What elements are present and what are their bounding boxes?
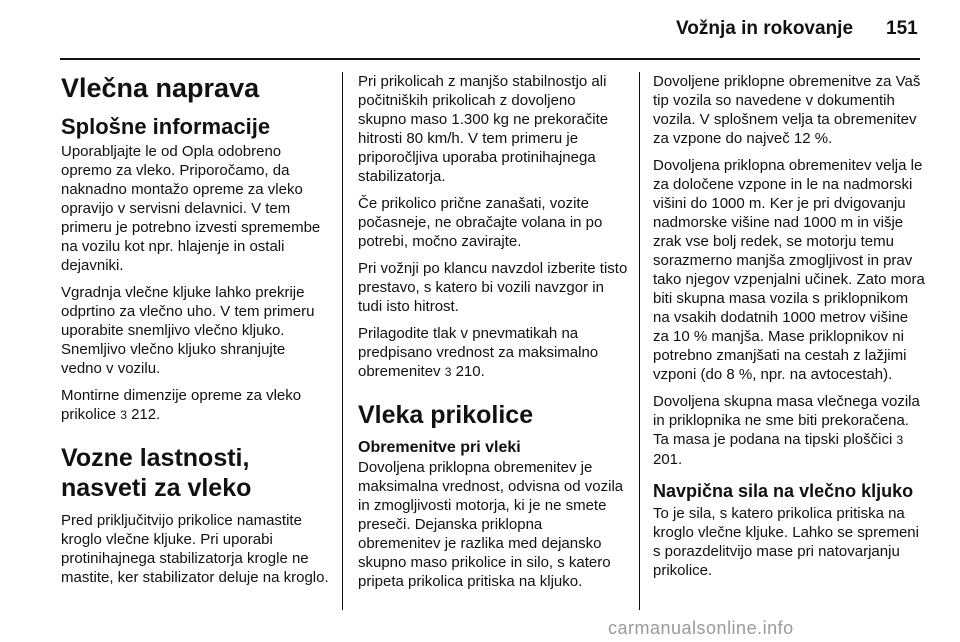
column-1 (61, 72, 329, 595)
header-rule (60, 58, 920, 60)
paragraph: Pri prikolicah z manjšo stabilnostjo ali počitniških prikolicah z dovoljeno skupno maso 1.300 kg ne prekoračite hitrosti 80 km/h. V tem primeru je priporočljiva uporaba protinihajnega stabilizatorja. (358, 73, 609, 185)
page-header (0, 0, 960, 58)
paragraph-text: Montirne dimenzije opreme za vleko prikolice (61, 387, 302, 423)
paragraph (61, 386, 329, 425)
paragraph-text: Prilagodite tlak v pnevmatikah na predpisano vrednost za maksimalno obremenitev (358, 325, 599, 380)
page-reference-icon: 3 (120, 408, 127, 422)
paragraph (358, 324, 628, 382)
paragraph: Dovoljena priklopna obremenitev velja le za določene vzpone in le na nadmorski višini do 1000 m. Ker je pri dvigovanju nadmorske višine nad 1000 m in višje zrak vse bolj redek, se motorju temu sorazmerno manjša zmogljivost in prav tako njegov vzpenjalni učinek. Zato mora biti skupna masa vozila s priklopnikom na vsakih dodatnih 1000 metrov višine za 10 % manjša. Mase priklopnikov ni potrebno zmanjšati na cestah z lažjimi vzponi (do 8 %, npr. na avtocestah). (653, 157, 925, 383)
column-divider (342, 72, 343, 610)
column-2 (358, 72, 628, 599)
running-title: Vožnja in rokovanje (676, 18, 854, 39)
page-reference-link[interactable]: 212. (131, 406, 161, 423)
subsection-title: Obremenitve pri vleki (358, 439, 521, 456)
section-title: Vleka prikolice (358, 401, 534, 429)
paragraph: Vgradnja vlečne kljuke lahko prekrije odprtino za vlečno uho. V tem primeru uporabite snemljivo vlečno kljuko. Snemljivo vlečno kljuko shranjujte vedno v vozilu. (61, 284, 315, 377)
paragraph: Dovoljena priklopna obremenitev je maksimalna vrednost, odvisna od vozila in zmogljivosti motorja, ki je ne smete preseči. Dejanska priklopna obremenitev je razlika med dejansko skupno maso prikolice in silo, s katero pripeta prikolica pritiska na kljuko. (358, 459, 624, 590)
paragraph-text: Dovoljena skupna masa vlečnega vozila in priklopnika ne sme biti prekoračena. Ta masa je podana na tipski ploščici (653, 393, 920, 448)
subsection-title: Navpična sila na vlečno kljuko (653, 481, 914, 501)
page-reference-link[interactable]: 210. (455, 363, 485, 380)
column-divider (639, 72, 640, 610)
paragraph: Uporabljajte le od Opla odobreno opremo za vleko. Priporočamo, da naknadno montažo opreme za vleko opravijo v servisni delavnici. V tem primeru je potrebno izvesti spremembe na vozilu kot npr. hlajenje in ostali dejavniki. (61, 143, 321, 274)
page-number: 151 (886, 18, 918, 39)
paragraph (653, 392, 925, 469)
paragraph: Pred priključitvijo prikolice namastite kroglo vlečne kljuke. Pri uporabi protinihajnega stabilizatorja krogle ne mastite, ker stabilizator deluje na kroglo. (61, 512, 329, 586)
subsection-title: Splošne informacije (61, 114, 271, 139)
section-title: Vozne lastnosti, nasveti za vleko (61, 444, 252, 502)
section-title: Vlečna naprava (61, 73, 260, 103)
paragraph: Dovoljene priklopne obremenitve za Vaš tip vozila so navedene v dokumentih vozila. V splošnem velja ta obremenitev za vzpone do največ 12 %. (653, 73, 921, 147)
page-reference-icon: 3 (896, 433, 904, 447)
column-3 (653, 72, 925, 588)
page-reference-link[interactable]: 201. (653, 451, 683, 468)
paragraph: Pri vožnji po klancu navzdol izberite tisto prestavo, s katero bi vozili navzgor in tudi isto hitrost. (358, 260, 628, 315)
paragraph: To je sila, s katero prikolica pritiska na kroglo vlečne kljuke. Lahko se spremeni s porazdelitvijo mase pri natovarjanju prikolice. (653, 505, 919, 579)
page-reference-icon: 3 (444, 365, 452, 379)
watermark: carmanualsonline.info (608, 618, 794, 638)
paragraph: Če prikolico prične zanašati, vozite počasneje, ne obračajte volana in po potrebi, močno zavirajte. (358, 195, 603, 250)
